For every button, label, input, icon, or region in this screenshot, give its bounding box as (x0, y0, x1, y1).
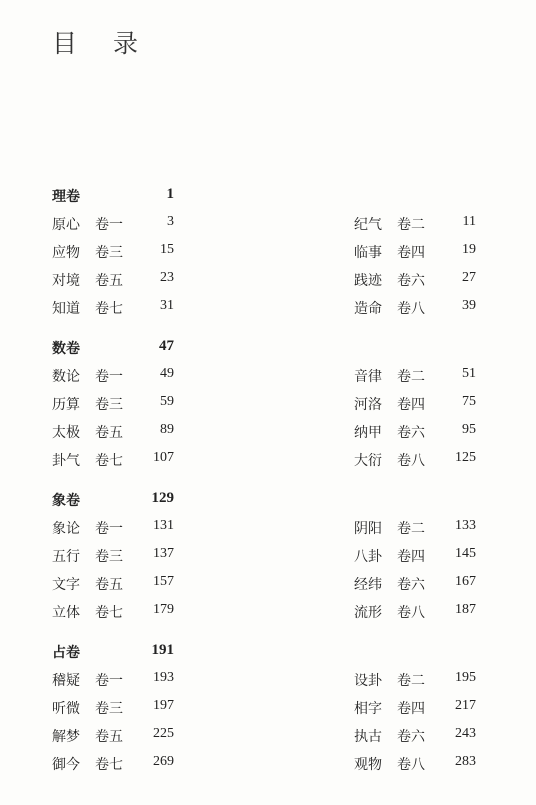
toc-entry (354, 726, 476, 746)
entry-volume: 卷一 (95, 217, 123, 233)
entry-volume: 卷五 (95, 273, 123, 289)
entry-page-number: 39 (462, 298, 476, 313)
toc-entry (52, 670, 174, 690)
entry-name: 原心 (52, 217, 80, 233)
entry-name: 历算 (52, 397, 80, 413)
entry-volume: 卷五 (95, 425, 123, 441)
entry-name: 文字 (52, 577, 80, 593)
entry-name: 流形 (354, 605, 382, 621)
entry-volume: 卷八 (397, 453, 425, 469)
entry-name: 阴阳 (354, 521, 382, 537)
toc-entry (354, 754, 476, 774)
section-page-number: 129 (151, 490, 174, 506)
entry-volume: 卷三 (95, 245, 123, 261)
entry-page-number: 179 (153, 602, 174, 617)
entry-page-number: 59 (160, 394, 174, 409)
entry-name: 纳甲 (354, 425, 382, 441)
toc-entry (52, 574, 174, 594)
entry-name: 卦气 (52, 453, 80, 469)
entry-volume: 卷八 (397, 757, 425, 773)
entry-name: 执古 (354, 729, 382, 745)
entry-volume: 卷七 (95, 605, 123, 621)
entry-page-number: 49 (160, 366, 174, 381)
entry-volume: 卷二 (397, 673, 425, 689)
entry-page-number: 89 (160, 422, 174, 437)
entry-volume: 卷六 (397, 577, 425, 593)
entry-volume: 卷一 (95, 369, 123, 385)
entry-volume: 卷六 (397, 273, 425, 289)
toc-entry (52, 270, 174, 290)
section-header (52, 490, 174, 512)
entry-page-number: 187 (455, 602, 476, 617)
section-name: 数卷 (52, 341, 80, 357)
toc-entry (52, 726, 174, 746)
entry-name: 御今 (52, 757, 80, 773)
toc-entry (52, 394, 174, 414)
entry-volume: 卷二 (397, 521, 425, 537)
entry-page-number: 283 (455, 754, 476, 769)
toc-entry (52, 754, 174, 774)
entry-page-number: 167 (455, 574, 476, 589)
entry-name: 知道 (52, 301, 80, 317)
entry-volume: 卷四 (397, 397, 425, 413)
toc-entry (52, 422, 174, 442)
toc-entry (354, 450, 476, 470)
entry-volume: 卷三 (95, 701, 123, 717)
toc-entry (354, 574, 476, 594)
entry-page-number: 157 (153, 574, 174, 589)
toc-entry (354, 214, 476, 234)
entry-name: 观物 (354, 757, 382, 773)
entry-volume: 卷四 (397, 245, 425, 261)
toc-entry (52, 546, 174, 566)
toc-entry (354, 546, 476, 566)
entry-volume: 卷五 (95, 577, 123, 593)
toc-entry (52, 518, 174, 538)
entry-name: 音律 (354, 369, 382, 385)
entry-name: 纪气 (354, 217, 382, 233)
entry-name: 经纬 (354, 577, 382, 593)
entry-page-number: 193 (153, 670, 174, 685)
entry-page-number: 95 (462, 422, 476, 437)
entry-page-number: 19 (462, 242, 476, 257)
toc-entry (52, 298, 174, 318)
entry-volume: 卷六 (397, 729, 425, 745)
entry-name: 践迹 (354, 273, 382, 289)
toc-entry (354, 698, 476, 718)
entry-page-number: 197 (153, 698, 174, 713)
section-page-number: 1 (166, 186, 174, 202)
entry-page-number: 31 (160, 298, 174, 313)
entry-page-number: 75 (462, 394, 476, 409)
toc-entry (354, 242, 476, 262)
entry-volume: 卷三 (95, 397, 123, 413)
section-name: 占卷 (52, 645, 80, 661)
entry-name: 稽疑 (52, 673, 80, 689)
entry-page-number: 15 (160, 242, 174, 257)
entry-volume: 卷四 (397, 549, 425, 565)
entry-name: 听微 (52, 701, 80, 717)
entry-name: 对境 (52, 273, 80, 289)
toc-entry (52, 214, 174, 234)
entry-page-number: 145 (455, 546, 476, 561)
entry-name: 立体 (52, 605, 80, 621)
entry-name: 太极 (52, 425, 80, 441)
toc-entry (354, 670, 476, 690)
entry-name: 八卦 (354, 549, 382, 565)
toc-entry (52, 450, 174, 470)
toc-entry (52, 242, 174, 262)
entry-name: 河洛 (354, 397, 382, 413)
entry-name: 应物 (52, 245, 80, 261)
entry-page-number: 27 (462, 270, 476, 285)
toc-entry (52, 366, 174, 386)
section-name: 理卷 (52, 189, 80, 205)
entry-volume: 卷七 (95, 757, 123, 773)
entry-name: 数论 (52, 369, 80, 385)
entry-name: 相字 (354, 701, 382, 717)
section-page-number: 47 (159, 338, 174, 354)
entry-volume: 卷六 (397, 425, 425, 441)
entry-page-number: 107 (153, 450, 174, 465)
section-header (52, 338, 174, 360)
entry-volume: 卷八 (397, 605, 425, 621)
toc-entry (52, 698, 174, 718)
entry-page-number: 11 (462, 214, 476, 229)
entry-page-number: 131 (153, 518, 174, 533)
section-header (52, 642, 174, 664)
entry-page-number: 243 (455, 726, 476, 741)
entry-page-number: 269 (153, 754, 174, 769)
entry-page-number: 225 (153, 726, 174, 741)
entry-page-number: 23 (160, 270, 174, 285)
toc-entry (354, 518, 476, 538)
toc-entry (52, 602, 174, 622)
toc-entry (354, 394, 476, 414)
entry-name: 解梦 (52, 729, 80, 745)
toc-entry (354, 366, 476, 386)
page-title: 目 录 (52, 29, 152, 58)
toc-entry (354, 602, 476, 622)
entry-page-number: 217 (455, 698, 476, 713)
entry-volume: 卷四 (397, 701, 425, 717)
entry-name: 大衍 (354, 453, 382, 469)
toc-entry (354, 422, 476, 442)
entry-volume: 卷二 (397, 217, 425, 233)
entry-volume: 卷一 (95, 521, 123, 537)
entry-page-number: 133 (455, 518, 476, 533)
entry-name: 设卦 (354, 673, 382, 689)
entry-volume: 卷七 (95, 453, 123, 469)
entry-volume: 卷三 (95, 549, 123, 565)
entry-page-number: 51 (462, 366, 476, 381)
entry-volume: 卷二 (397, 369, 425, 385)
section-page-number: 191 (151, 642, 174, 658)
entry-page-number: 137 (153, 546, 174, 561)
entry-page-number: 195 (455, 670, 476, 685)
section-header (52, 186, 174, 208)
entry-volume: 卷一 (95, 673, 123, 689)
entry-volume: 卷七 (95, 301, 123, 317)
section-name: 象卷 (52, 493, 80, 509)
entry-volume: 卷五 (95, 729, 123, 745)
entry-name: 临事 (354, 245, 382, 261)
entry-page-number: 3 (167, 214, 174, 229)
toc-entry (354, 270, 476, 290)
entry-name: 象论 (52, 521, 80, 537)
entry-page-number: 125 (455, 450, 476, 465)
entry-name: 造命 (354, 301, 382, 317)
entry-name: 五行 (52, 549, 80, 565)
entry-volume: 卷八 (397, 301, 425, 317)
toc-entry (354, 298, 476, 318)
